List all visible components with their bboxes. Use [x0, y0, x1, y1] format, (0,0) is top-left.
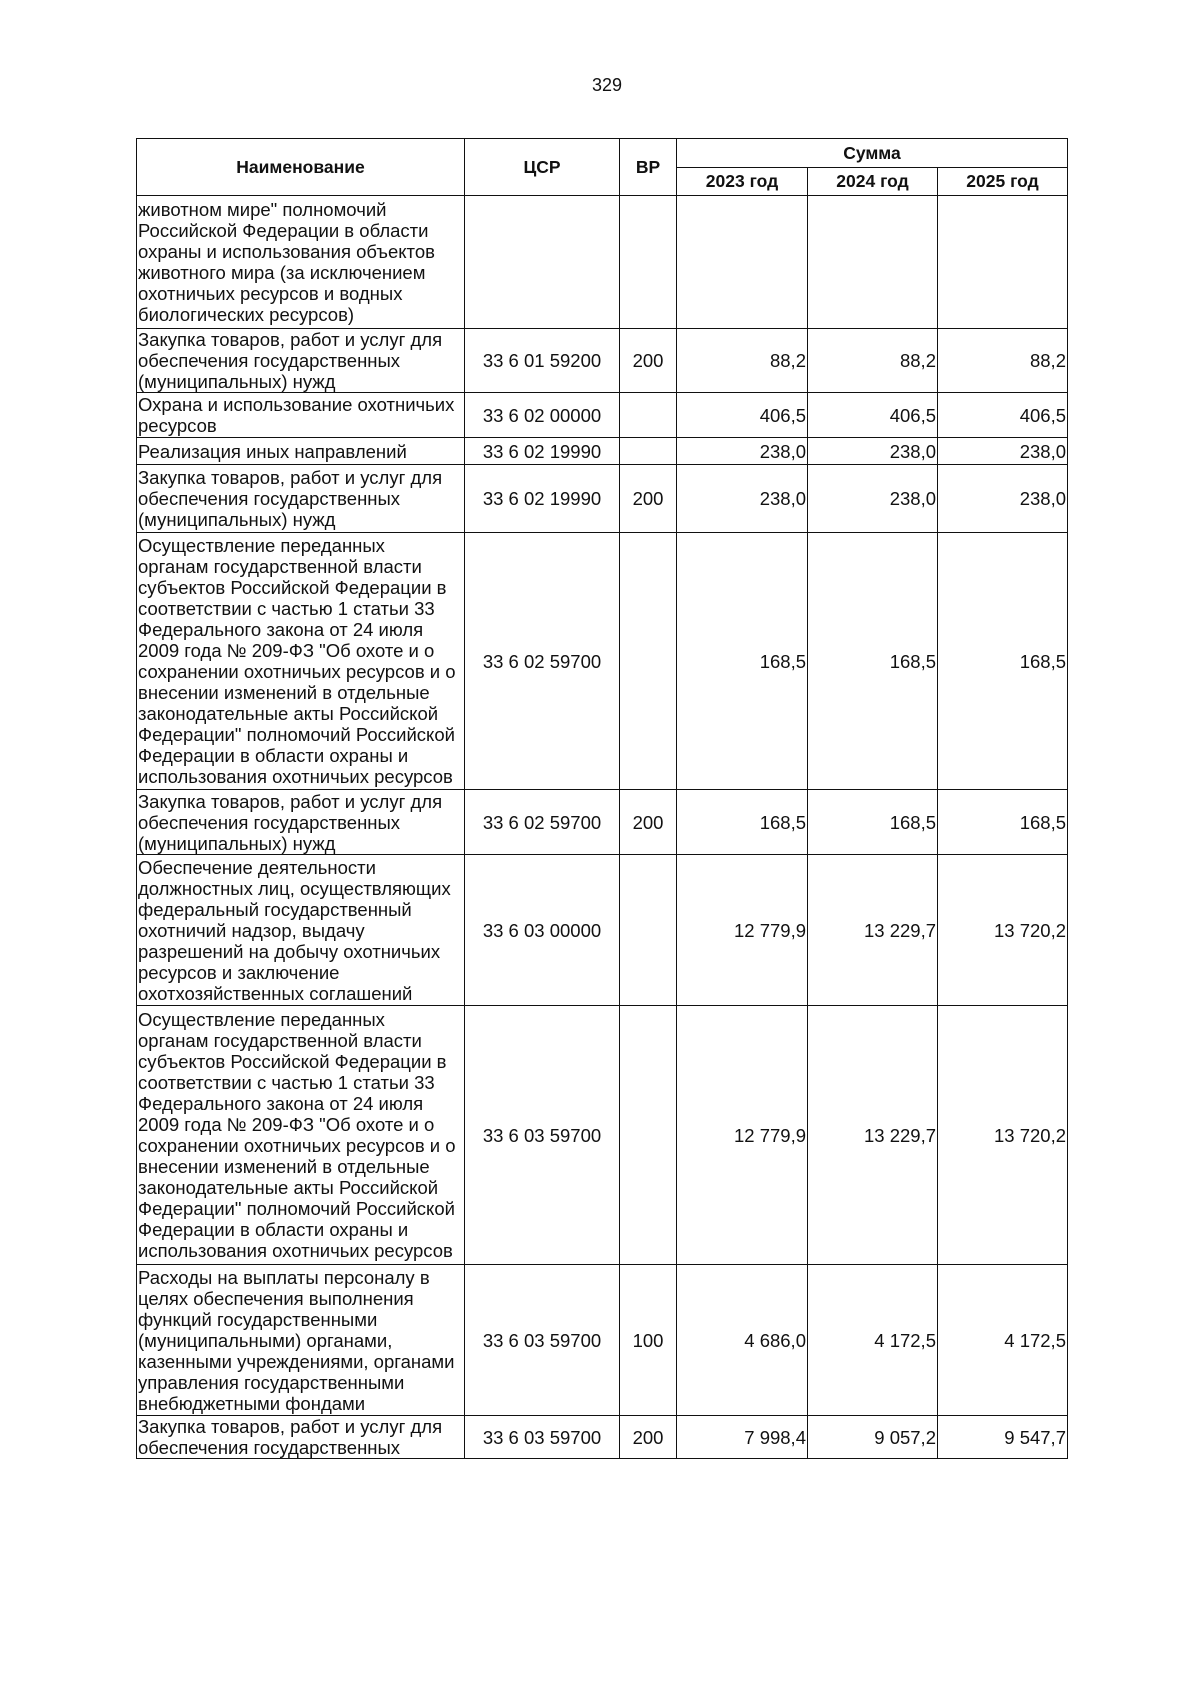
vr-cell: [620, 196, 677, 329]
value-2024-cell: 238,0: [808, 465, 938, 533]
csr-cell: 33 6 03 00000: [465, 855, 620, 1006]
value-2023-cell: 12 779,9: [677, 855, 808, 1006]
page-number: 329: [591, 75, 623, 95]
value-2024-cell: 4 172,5: [808, 1265, 938, 1416]
value-2025-cell: 13 720,2: [938, 1006, 1068, 1265]
value-2023-cell: 88,2: [677, 329, 808, 393]
vr-cell: 100: [620, 1265, 677, 1416]
vr-cell: [620, 393, 677, 438]
header-year-2025: 2025 год: [938, 168, 1068, 196]
csr-cell: [465, 196, 620, 329]
value-2025-cell: [938, 196, 1068, 329]
vr-cell: [620, 533, 677, 790]
header-csr: ЦСР: [465, 139, 620, 196]
vr-cell: [620, 855, 677, 1006]
value-2025-cell: 406,5: [938, 393, 1068, 438]
table-row: [137, 329, 1068, 393]
value-2023-cell: 406,5: [677, 393, 808, 438]
table-row: [137, 1416, 1068, 1459]
value-2023-cell: 7 998,4: [677, 1416, 808, 1459]
table-row: [137, 1265, 1068, 1416]
value-2025-cell: 238,0: [938, 438, 1068, 465]
table-row: [137, 196, 1068, 329]
header-row-top: [137, 139, 1068, 168]
csr-cell: 33 6 03 59700: [465, 1416, 620, 1459]
row-name-cell: животном мире" полномочий Российской Федерации в области охраны и использования объектов животного мира (за исключением охотничьих ресурсов и водных биологических ресурсов): [137, 196, 465, 329]
vr-cell: [620, 438, 677, 465]
value-2023-cell: [677, 196, 808, 329]
value-2023-cell: 4 686,0: [677, 1265, 808, 1416]
vr-cell: 200: [620, 465, 677, 533]
value-2025-cell: 13 720,2: [938, 855, 1068, 1006]
header-year-2024: 2024 год: [808, 168, 938, 196]
header-sum: Сумма: [677, 139, 1068, 168]
value-2023-cell: 238,0: [677, 438, 808, 465]
csr-cell: 33 6 02 19990: [465, 438, 620, 465]
row-name-cell: Закупка товаров, работ и услуг для обеспечения государственных (муниципальных) нужд: [137, 790, 465, 855]
row-name-cell: Обеспечение деятельности должностных лиц, осуществляющих федеральный государственный охотничий надзор, выдачу разрешений на добычу охотничьих ресурсов и заключение охотхозяйственных соглашений: [137, 855, 465, 1006]
table-row: [137, 465, 1068, 533]
value-2023-cell: 168,5: [677, 790, 808, 855]
value-2025-cell: 168,5: [938, 533, 1068, 790]
value-2025-cell: 4 172,5: [938, 1265, 1068, 1416]
value-2025-cell: 9 547,7: [938, 1416, 1068, 1459]
budget-table: [136, 138, 1068, 1459]
csr-cell: 33 6 03 59700: [465, 1265, 620, 1416]
value-2024-cell: 168,5: [808, 790, 938, 855]
value-2024-cell: 9 057,2: [808, 1416, 938, 1459]
table-header: [137, 139, 1068, 196]
row-name-cell: Закупка товаров, работ и услуг для обеспечения государственных: [137, 1416, 465, 1459]
value-2025-cell: 238,0: [938, 465, 1068, 533]
header-name: Наименование: [137, 139, 465, 196]
value-2024-cell: [808, 196, 938, 329]
row-name-cell: Реализация иных направлений: [137, 438, 465, 465]
csr-cell: 33 6 03 59700: [465, 1006, 620, 1265]
csr-cell: 33 6 02 00000: [465, 393, 620, 438]
value-2024-cell: 88,2: [808, 329, 938, 393]
table-row: [137, 393, 1068, 438]
row-name-cell: Расходы на выплаты персоналу в целях обеспечения выполнения функций государственными (муниципальными) органами, казенными учреждениями, органами управления государственными внебюджетными фондами: [137, 1265, 465, 1416]
vr-cell: [620, 1006, 677, 1265]
table-row: [137, 533, 1068, 790]
csr-cell: 33 6 02 59700: [465, 533, 620, 790]
value-2023-cell: 12 779,9: [677, 1006, 808, 1265]
table-row: [137, 790, 1068, 855]
table-body: [137, 196, 1068, 1459]
table-row: [137, 855, 1068, 1006]
value-2024-cell: 238,0: [808, 438, 938, 465]
value-2023-cell: 168,5: [677, 533, 808, 790]
row-name-cell: Осуществление переданных органам государственной власти субъектов Российской Федерации в соответствии с частью 1 статьи 33 Федерального закона от 24 июля 2009 года № 209-ФЗ "Об охоте и о сохранении охотничьих ресурсов и о внесении изменений в отдельные законодательные акты Российской Федерации" полномочий Российской Федерации в области охраны и использования охотничьих ресурсов: [137, 1006, 465, 1265]
row-name-cell: Охрана и использование охотничьих ресурсов: [137, 393, 465, 438]
value-2023-cell: 238,0: [677, 465, 808, 533]
row-name-cell: Осуществление переданных органам государственной власти субъектов Российской Федерации в соответствии с частью 1 статьи 33 Федерального закона от 24 июля 2009 года № 209-ФЗ "Об охоте и о сохранении охотничьих ресурсов и о внесении изменений в отдельные законодательные акты Российской Федерации" полномочий Российской Федерации в области охраны и использования охотничьих ресурсов: [137, 533, 465, 790]
header-year-2023: 2023 год: [677, 168, 808, 196]
csr-cell: 33 6 02 59700: [465, 790, 620, 855]
value-2025-cell: 168,5: [938, 790, 1068, 855]
value-2024-cell: 406,5: [808, 393, 938, 438]
table-row: [137, 438, 1068, 465]
row-name-cell: Закупка товаров, работ и услуг для обеспечения государственных (муниципальных) нужд: [137, 465, 465, 533]
row-name-cell: Закупка товаров, работ и услуг для обеспечения государственных (муниципальных) нужд: [137, 329, 465, 393]
vr-cell: 200: [620, 329, 677, 393]
csr-cell: 33 6 01 59200: [465, 329, 620, 393]
value-2024-cell: 13 229,7: [808, 1006, 938, 1265]
csr-cell: 33 6 02 19990: [465, 465, 620, 533]
vr-cell: 200: [620, 790, 677, 855]
value-2024-cell: 168,5: [808, 533, 938, 790]
value-2025-cell: 88,2: [938, 329, 1068, 393]
header-vr: ВР: [620, 139, 677, 196]
table-row: [137, 1006, 1068, 1265]
value-2024-cell: 13 229,7: [808, 855, 938, 1006]
vr-cell: 200: [620, 1416, 677, 1459]
